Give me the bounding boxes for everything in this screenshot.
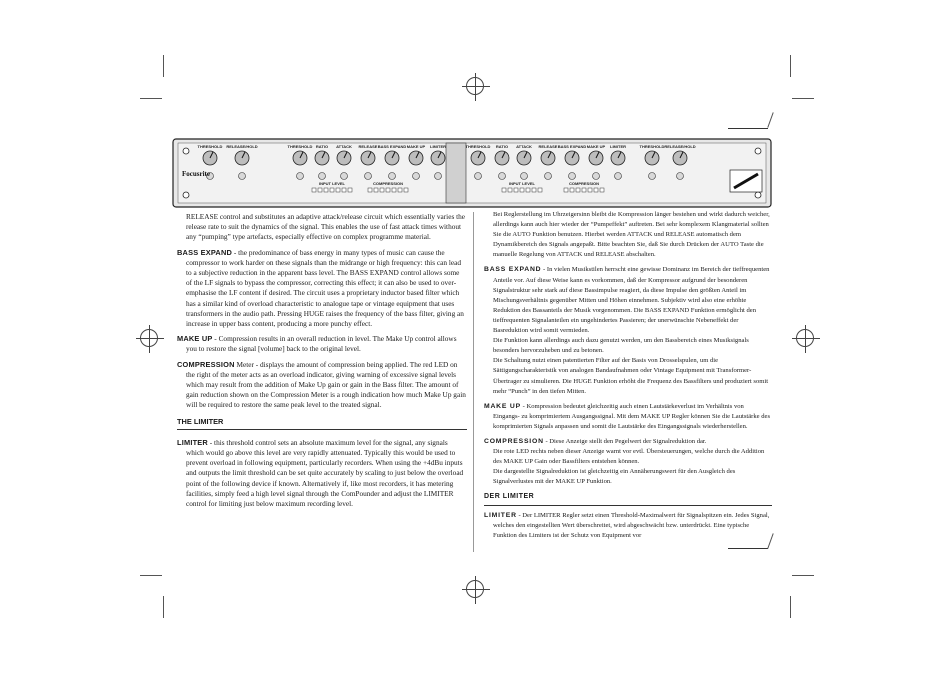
limiter-term: LIMITER [177, 437, 208, 447]
panel-small-knob [475, 173, 482, 180]
panel-knob-label: RATIO [315, 144, 329, 149]
panel-knob-label: BASS EXPAND [557, 144, 587, 149]
bass-expand-text2-de: Die Funktion kann allerdings auch dazu genutzt werden, um den Bassbereich eines Musiksignals besonders hervorzuheben und zu betonen. [493, 337, 749, 355]
meter-led [538, 188, 542, 192]
german-column [484, 210, 772, 546]
panel-knob-label: BASS EXPAND [377, 144, 407, 149]
panel-knob-label: RELEASE/HOLD [664, 144, 696, 149]
meter-led [404, 188, 408, 192]
english-column [177, 212, 467, 514]
panel-knob-label: LIMITER [610, 144, 626, 149]
meter-led [368, 188, 372, 192]
meter-led [392, 188, 396, 192]
limiter-heading: THE LIMITER [177, 417, 467, 430]
crop-mark [140, 98, 162, 99]
meter-led [398, 188, 402, 192]
panel-knob-label: MAKE UP [586, 144, 606, 149]
meter-led [318, 188, 322, 192]
panel-small-knob [297, 173, 304, 180]
limiter-paragraph [177, 438, 467, 509]
panel-knob-label: RELEASE [538, 144, 558, 149]
meter-led [336, 188, 340, 192]
make-up-paragraph-de [484, 402, 772, 432]
crop-mark [790, 55, 791, 77]
meter-led [324, 188, 328, 192]
compression-text: Meter - displays the amount of compression being applied. The red LED on the right of the meter acts as an overload indicator, giving warning of excessive signal levels which may result from the addition of Make Up gain or gain in the Bass filter. The amount of gain reduction shown on the Compression Meter is a rough indication how much Make Up gain will be required to restore the same peak level to the treated signal. [186, 359, 466, 410]
compression-text3-de: Die dargestellte Signalreduktion ist gleichzeitig ein Annäherungswert für den Ausgleich des Signalverlustes mit der MAKE UP Funktion. [493, 468, 736, 486]
compounder-front-panel [172, 138, 772, 208]
panel-knob-label: ATTACK [516, 144, 532, 149]
panel-small-knob [239, 173, 246, 180]
panel-small-knob [677, 173, 684, 180]
panel-knob-label: MAKE UP [406, 144, 426, 149]
meter-led [386, 188, 390, 192]
footer-rule [728, 548, 768, 549]
meter-led [348, 188, 352, 192]
panel-knob-label: LIMITER [430, 144, 446, 149]
meter-led [342, 188, 346, 192]
meter-label: INPUT LEVEL [318, 181, 346, 186]
panel-small-knob [499, 173, 506, 180]
registration-mark-right [796, 329, 814, 347]
crop-mark [790, 596, 791, 618]
meter-led [514, 188, 518, 192]
meter-label: COMPRESSION [372, 181, 404, 186]
panel-small-knob [319, 173, 326, 180]
make-up-term-de: MAKE UP [484, 402, 521, 410]
panel-small-knob [413, 173, 420, 180]
bass-expand-text: - the predominance of bass energy in many types of music can cause the compressor to work harder on these signals than the midrange or high frequency: this can lead to a subjective reduction in the apparent bass level. The BASS EXPAND control allows some of the LF signals to bypass the compressor, correcting this effect; it can also be used to over-emphasise the LF content if desired. The circuit uses a proprietary inductor based filter which has a similar kind of overload characteristic to analogue tape or vintage equipment that uses transformers in the audio path. Pressing HUGE raises the frequency of the bass filter, giving an increase in upper bass content, producing a more punchy effect. [186, 247, 464, 329]
panel-small-knob [649, 173, 656, 180]
bass-expand-term: BASS EXPAND [177, 247, 233, 257]
compression-term-de: COMPRESSION [484, 437, 544, 445]
limiter-paragraph-de [484, 511, 772, 541]
panel-small-knob [569, 173, 576, 180]
crop-mark [792, 98, 814, 99]
limiter-term-de: LIMITER [484, 511, 517, 519]
panel-knob-label: THRESHOLD [287, 144, 313, 149]
meter-label: INPUT LEVEL [508, 181, 536, 186]
panel-knob-label: RATIO [495, 144, 509, 149]
meter-led [520, 188, 524, 192]
crop-mark [140, 575, 162, 576]
panel-knob-label: RELEASE/HOLD [226, 144, 258, 149]
release-continued-de: Bei Reglerstellung im Uhrzeigersinn bleibt die Kompression länger bestehen und wirkt dadurch weicher, allerdings kann auch hier wieder der “Pumpeffekt” auftreten. Bei sehr komplexem Klangmaterial sollten Sie die AUTO Funktion benutzen. Hierbei werden ATTACK und RELEASE automatisch dem Dynamikbereich des Signals angepaßt. Bitte beachten Sie, daß Sie durch Drücken der AUTO Taste die manuelle Regelung von ATTACK und RELEASE abschalten. [493, 211, 770, 259]
meter-led [312, 188, 316, 192]
brand-logo: Focusrite [182, 170, 210, 178]
panel-small-knob [435, 173, 442, 180]
panel-knob-label: THRESHOLD [639, 144, 665, 149]
panel-small-knob [341, 173, 348, 180]
panel-small-knob [615, 173, 622, 180]
bass-expand-paragraph-de [484, 265, 772, 336]
bass-expand-term-de: BASS EXPAND [484, 266, 542, 274]
panel-knob-label: THRESHOLD [197, 144, 223, 149]
limiter-text: - this threshold control sets an absolute maximum level for the signal, any signals which would go above this level are very rapidly attenuated. Typically this would be used to prevent overload in following equipment, particularly recorders. When using the +4dBu inputs and outputs the limit threshold can be set quite accurately by scaling to just below the overload point of the following device if known. Alternatively if, like most recorders, it has metering facilities, simply feed a high level signal through the ComPounder and adjust the LIMITER control for limiting just below maximum recording level. [186, 437, 464, 509]
meter-led [594, 188, 598, 192]
column-divider [473, 212, 474, 552]
compression-term: COMPRESSION [177, 359, 235, 369]
meter-label: COMPRESSION [568, 181, 600, 186]
meter-led [570, 188, 574, 192]
make-up-paragraph [177, 334, 467, 354]
meter-led [600, 188, 604, 192]
meter-led [508, 188, 512, 192]
compression-paragraph-de [484, 437, 772, 447]
limiter-heading-de: DER LIMITER [484, 492, 772, 505]
registration-mark-bottom [466, 580, 484, 598]
panel-knob-label: THRESHOLD [465, 144, 491, 149]
registration-mark-top [466, 77, 484, 95]
compression-paragraph [177, 360, 467, 411]
crop-mark [163, 596, 164, 618]
make-up-term: MAKE UP [177, 334, 213, 344]
header-slash [767, 112, 773, 127]
crop-mark [792, 575, 814, 576]
bass-expand-paragraph [177, 248, 467, 330]
crop-mark [163, 55, 164, 77]
meter-led [564, 188, 568, 192]
panel-small-knob [389, 173, 396, 180]
meter-led [526, 188, 530, 192]
registration-mark-left [140, 329, 158, 347]
panel-knob-label: RELEASE [358, 144, 378, 149]
panel-knob-label: ATTACK [336, 144, 352, 149]
meter-led [502, 188, 506, 192]
release-continued: RELEASE control and substitutes an adaptive attack/release circuit which essentially varies the release rate to suit the dynamics of the signal. This enables the use of fast attack times without any “pumping” type artefacts, especially effective on complex programme material. [186, 212, 466, 242]
meter-led [576, 188, 580, 192]
meter-led [532, 188, 536, 192]
compression-text-de: - Diese Anzeige stellt den Pegelwert der Signalreduktion dar. [543, 437, 707, 445]
limiter-text-de: - Der LIMITER Regler setzt einen Threshold-Maximalwert für Signalspitzen ein. Jedes Signal, welches den eingestellten Wert überschreitet, wird abgeschwächt bzw. unterdrückt. Eine typische Funktion des Limiters ist der Schutz von Equipment vor [493, 511, 770, 539]
meter-led [380, 188, 384, 192]
header-rule [728, 128, 768, 129]
compression-text2-de: Die rote LED rechts neben dieser Anzeige warnt vor evtl. Übersteuerungen, welche durch die Addition des MAKE UP Gain oder Bassfilters entstehen können. [493, 448, 765, 466]
panel-small-knob [365, 173, 372, 180]
meter-led [330, 188, 334, 192]
bass-expand-text-de: - In vielen Musikstilen herrscht eine gewisse Dominanz im Bereich der tieffrequenten Anteile vor. Auf diese Weise kann es vorkommen, daß der Kompressor aufgrund der besonderen Signalstruktur sehr stark auf diese Bassimpulse reagiert, da diese Impulse den größten Anteil im Mischungsverhältnis gegenüber Mitten und Höhen einnehmen. Subjektiv wird also eine erhöhte Reduktion des Bassanteils der Musik vorgenommen. Die BASS EXPAND Funktion ermöglicht den tieffrequenten Signalanteilen ein ungehindertes Passieren; der unerwünschte Nebeneffekt der Basreduktion wird somit vermieden. [493, 266, 770, 335]
meter-led [374, 188, 378, 192]
meter-led [582, 188, 586, 192]
panel-small-knob [593, 173, 600, 180]
panel-small-knob [521, 173, 528, 180]
make-up-text: - Compression results in an overall reduction in level. The Make Up control allows you to restore the signal [volume] back to the original level. [186, 334, 457, 354]
make-up-text-de: - Kompression bedeutet gleichzeitig auch einen Lautstärkeverlust im Verhältnis von Eingangs- zu komprimiertem Ausgangssignal. Mit dem MAKE UP Regler können Sie die Lautstärke des komprimierten Signals anpassen und somit die Lautstärke des Eingangssignals wiederherstellen. [493, 402, 771, 430]
meter-led [588, 188, 592, 192]
bass-expand-text3-de: Die Schaltung nutzt einen patentierten Filter auf der Basis von Drosselspulen, um die Sättigungscharakteristik von analogen Bandaufnahmen oder Vintage Equipment mit Transformer-Übertrager zu simulieren. Die HUGE Funktion erhöht die Frequenz des Bassfilters und produziert somit mehr “Punch” in den tiefen Mitten. [493, 357, 769, 395]
panel-small-knob [545, 173, 552, 180]
